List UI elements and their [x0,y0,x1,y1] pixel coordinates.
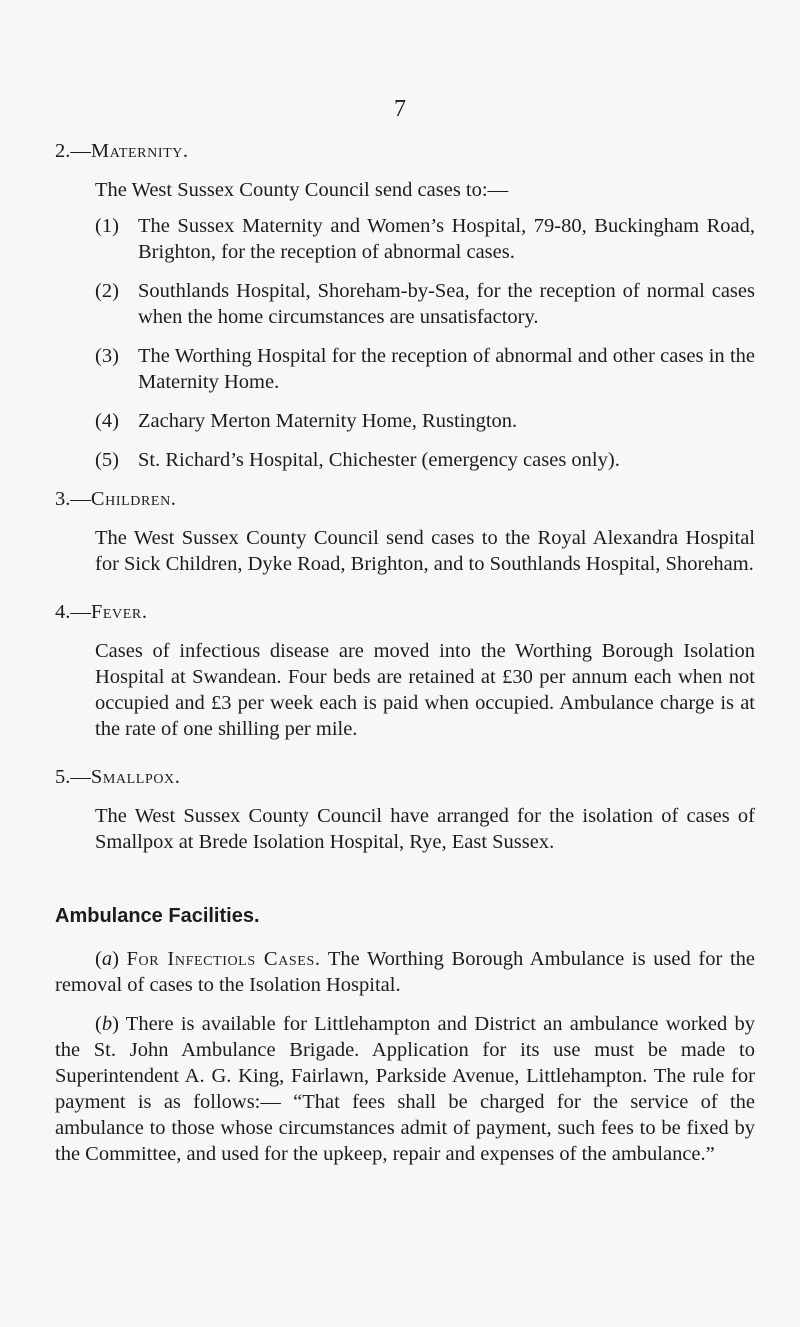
list-item: (3) The Worthing Hospital for the reception of abnormal and other cases in the Maternity Home. [95,345,755,393]
section-heading-fever: 4.—Fever. [55,601,148,623]
ambulance-heading: Ambulance Facilities. [55,905,260,927]
document-body [55,138,755,1180]
list-item: (5) St. Richard’s Hospital, Chichester (emergency cases only). [95,449,620,471]
section-heading-maternity: 2.—Maternity. [55,140,189,162]
section-heading-smallpox: 5.—Smallpox. [55,766,181,788]
list-item: (1) The Sussex Maternity and Women’s Hospital, 79-80, Buckingham Road, Brighton, for the reception of abnormal cases. [95,215,755,263]
maternity-intro: The West Sussex County Council send cases to:— [95,179,509,201]
section-heading-children: 3.—Children. [55,488,177,510]
list-item: (4) Zachary Merton Maternity Home, Rustington. [95,410,518,432]
list-item: (2) Southlands Hospital, Shoreham-by-Sea, for the reception of normal cases when the home circumstances are unsatisfactory. [95,280,755,328]
maternity-list [95,213,755,473]
ambulance-para-a: (a) For Infectiols Cases. The Worthing Borough Ambulance is used for the removal of cases to the Isolation Hospital. [55,948,755,996]
smallpox-text: The West Sussex County Council have arranged for the isolation of cases of Smallpox at Brede Isolation Hospital, Rye, East Sussex. [95,805,755,853]
children-text: The West Sussex County Council send cases to the Royal Alexandra Hospital for Sick Children, Dyke Road, Brighton, and to Southlands Hospital, Shoreham. [95,527,755,575]
ambulance-para-b: (b) There is available for Littlehampton and District an ambulance worked by the St. John Ambulance Brigade. Application for its use must be made to Superintendent A. G. King, Fairlawn, Parkside Avenue, Littlehampton. The rule for payment is as follows:— “That fees shall be charged for the service of the ambulance to those whose circumstances admit of payment, such fees to be fixed by the Committee, and used for the upkeep, repair and expenses of the ambulance.” [55,1013,755,1165]
fever-text: Cases of infectious disease are moved into the Worthing Borough Isolation Hospital at Swandean. Four beds are retained at £30 per annum each when not occupied and £3 per week each is paid when occupied. Ambulance charge is at the rate of one shilling per mile. [95,640,755,740]
page-number: 7 [394,96,406,122]
